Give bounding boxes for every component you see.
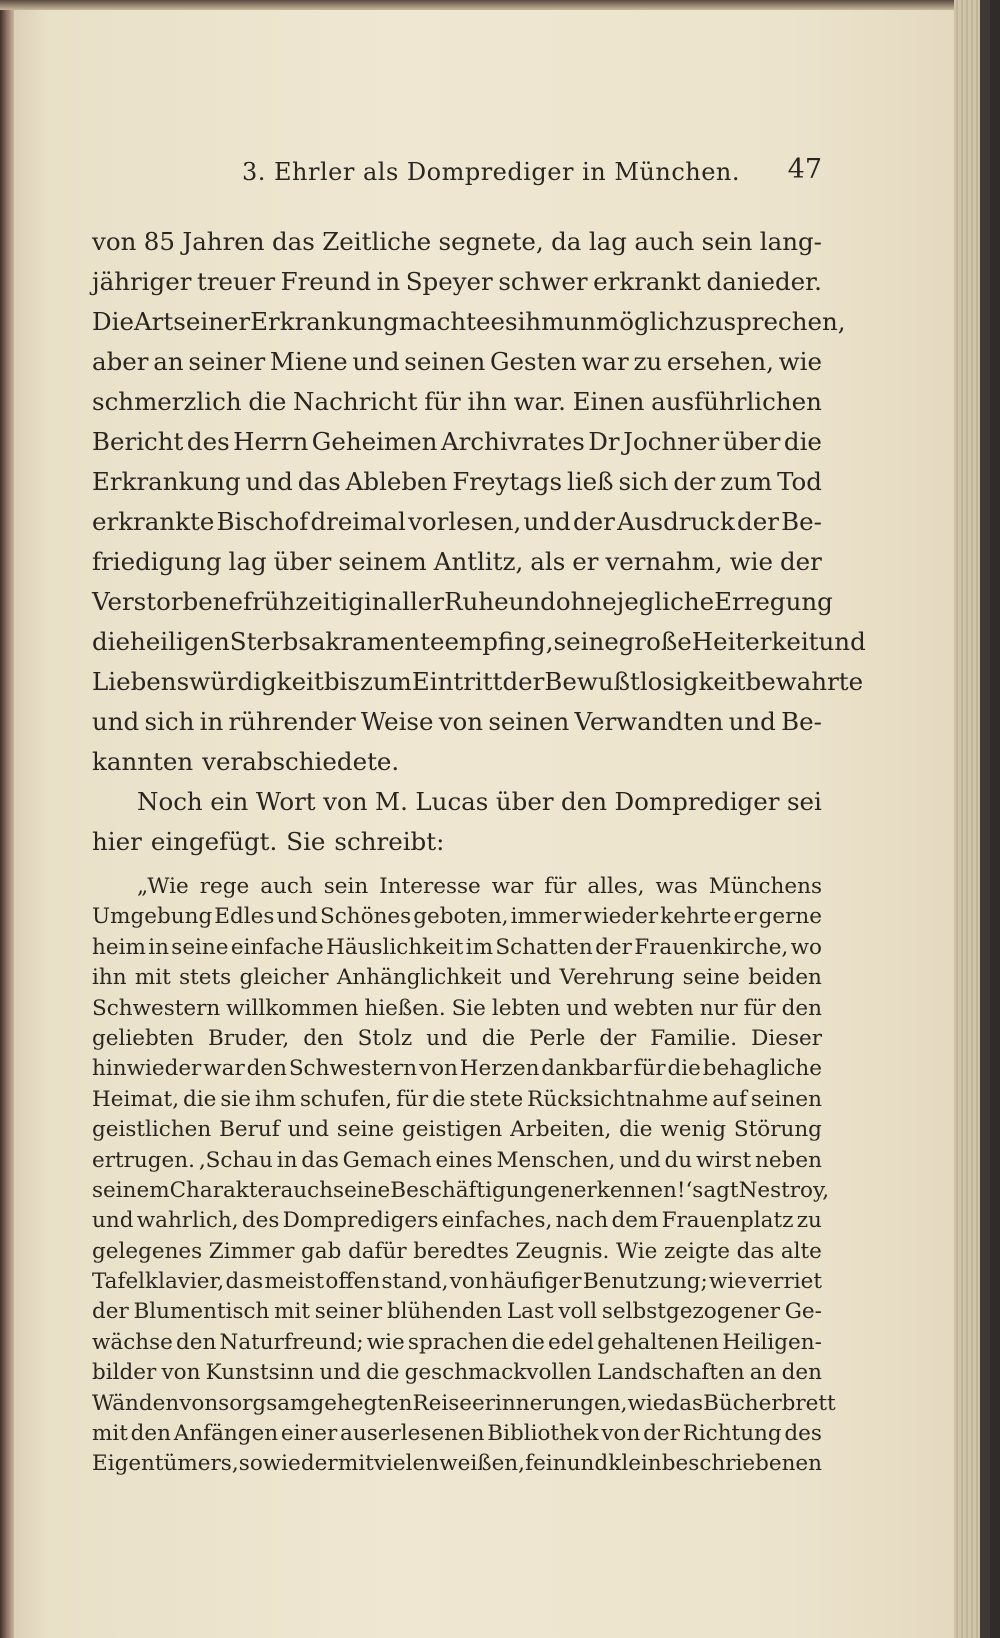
text-line: schmerzlich die Nachricht für ihn war. Einen ausführlichen (92, 387, 822, 416)
text-line: Heimat, die sie ihm schufen, für die stete Rücksichtnahme auf seinen (92, 1086, 822, 1112)
text-line: Noch ein Wort von M. Lucas über den Domprediger sei (137, 787, 822, 816)
page-number: 47 (787, 154, 822, 185)
text-line: kannten verabschiedete. (92, 747, 400, 776)
text-line: erkrankte Bischof dreimal vorlesen, und der Ausdruck der Be- (92, 507, 822, 536)
text-line: aber an seiner Miene und seinen Gesten war zu ersehen, wie (92, 347, 822, 376)
text-line: die heiligen Sterbsakramente empfing, seine große Heiterkeit und (92, 627, 866, 656)
page-header (92, 150, 822, 200)
text-line: „Wie rege auch sein Interesse war für alles, was Münchens (137, 874, 822, 899)
text-line: und sich in rührender Weise von seinen Verwandten und Be- (92, 707, 822, 736)
text-line: wächse den Naturfreund; wie sprachen die edel gehaltenen Heiligen- (92, 1329, 822, 1355)
text-line: Tafelklavier, das meist offen stand, von häufiger Benutzung; wie verriet (92, 1269, 822, 1295)
text-line: seinem Charakter auch seine Beschäftigungen erkennen!‘ sagt Nestroy, (92, 1177, 830, 1203)
text-line: Eigentümers, sowie der mit vielen weißen, fein und klein beschriebenen (92, 1451, 822, 1477)
text-line: Liebenswürdigkeit bis zum Eintritt der Bewußtlosigkeit bewahrte (92, 667, 864, 696)
background-edge (980, 0, 990, 1638)
text-line: mit den Anfängen einer auserlesenen Bibliothek von der Richtung des (92, 1421, 822, 1447)
paragraph-lucas-intro (92, 782, 822, 862)
quote-lucas (92, 872, 836, 1480)
text-line: gelegenes Zimmer gab dafür beredtes Zeugnis. Wie zeigte das alte (92, 1238, 822, 1264)
text-line: friedigung lag über seinem Antlitz, als er vernahm, wie der (92, 547, 822, 576)
text-line: und wahrlich, des Dompredigers einfaches, nach dem Frauenplatz zu (92, 1208, 822, 1234)
text-block (92, 222, 866, 1480)
text-line: jähriger treuer Freund in Speyer schwer erkrankt danieder. (92, 267, 822, 296)
text-line: von 85 Jahren das Zeitliche segnete, da lag auch sein lang- (92, 227, 822, 256)
book-binding (0, 0, 14, 1638)
text-line: Wänden von sorgsam gehegten Reiseerinnerungen, wie das Bücherbrett (92, 1390, 836, 1416)
text-line: Verstorbene frühzeitig in aller Ruhe und ohne jegliche Erregung (92, 587, 833, 616)
text-line: Erkrankung und das Ableben Freytags ließ sich der zum Tod (92, 467, 822, 496)
text-line: Umgebung Edles und Schönes geboten, immer wieder kehrte er gerne (92, 904, 822, 930)
page-top-shadow (0, 0, 990, 10)
text-line: geistlichen Beruf und seine geistigen Arbeiten, die wenig Störung (92, 1117, 822, 1143)
paragraph-death-report (92, 222, 866, 782)
text-line: Die Art seiner Erkrankung machte es ihm unmöglich zu sprechen, (92, 307, 846, 336)
text-line: geliebten Bruder, den Stolz und die Perle der Familie. Dieser (92, 1025, 822, 1051)
text-line: hinwieder war den Schwestern von Herzen dankbar für die behagliche (92, 1056, 822, 1082)
text-line: Schwestern willkommen hießen. Sie lebten und webten nur für den (92, 995, 822, 1021)
text-line: hier eingefügt. Sie schreibt: (92, 827, 445, 856)
text-line: heim in seine einfache Häuslichkeit im Schatten der Frauenkirche, wo (92, 934, 822, 960)
running-title: 3. Ehrler als Domprediger in München. (242, 158, 741, 186)
text-line: Bericht des Herrn Geheimen Archivrates Dr Jochner über die (92, 427, 822, 456)
page-edges (954, 0, 980, 1638)
text-line: ertrugen. ‚Schau in das Gemach eines Menschen, und du wirst neben (92, 1147, 822, 1173)
text-line: der Blumentisch mit seiner blühenden Last voll selbstgezogener Ge- (92, 1299, 822, 1325)
text-line: bilder von Kunstsinn und die geschmackvollen Landschaften an den (92, 1360, 822, 1386)
text-line: ihn mit stets gleicher Anhänglichkeit und Verehrung seine beiden (92, 965, 822, 991)
